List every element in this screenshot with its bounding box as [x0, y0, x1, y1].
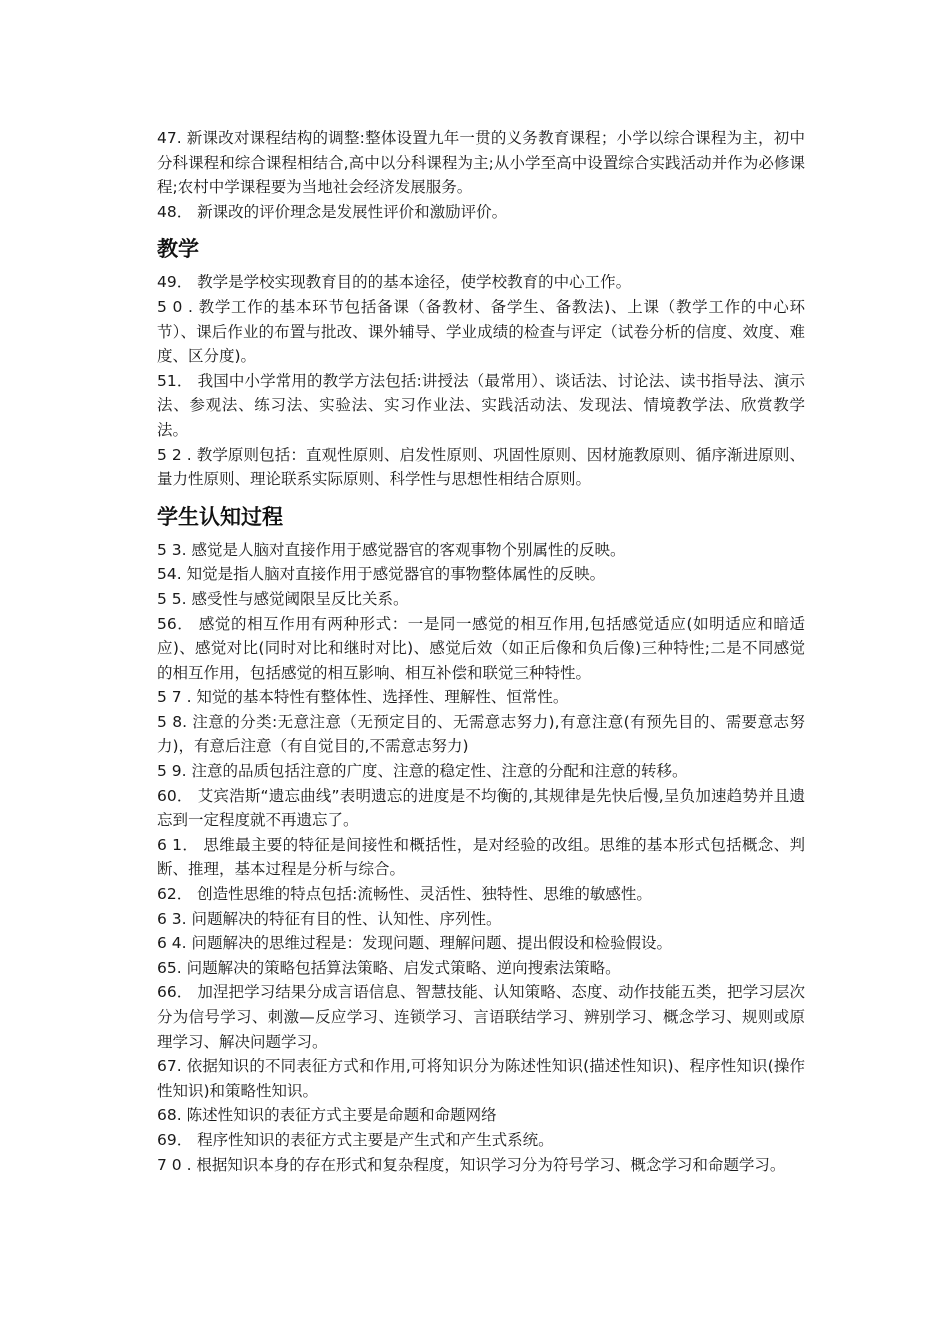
item-48: 48． 新课改的评价理念是发展性评价和激励评价。	[157, 202, 508, 221]
item-63: 6 3. 问题解决的特征有目的性、认知性、序列性。	[157, 909, 502, 928]
section-teaching	[157, 234, 805, 491]
item-58: 5 8. 注意的分类:无意注意（无预定目的、无需意志努力),有意注意(有预先目的、需要意志努力)，有意后注意（有自觉目的,不需意志努力)	[157, 712, 805, 756]
item-52: 5 2 . 教学原则包括：直观性原则、启发性原则、巩固性原则、因材施教原则、循序渐进原则、量力性原则、理论联系实际原则、科学性与思想性相结合原则。	[157, 445, 805, 489]
item-69: 69． 程序性知识的表征方式主要是产生式和产生式系统。	[157, 1130, 554, 1149]
section-title-teaching: 教学	[157, 237, 199, 262]
item-57: 5 7 . 知觉的基本特性有整体性、选择性、理解性、恒常性。	[157, 688, 569, 707]
item-64: 6 4. 问题解决的思维过程是：发现问题、理解问题、提出假设和检验假设。	[157, 934, 673, 953]
item-47: 47. 新课改对课程结构的调整:整体设置九年一贯的义务教育课程；小学以综合课程为主，初中分科课程和综合课程相结合,高中以分科课程为主;从小学至高中设置综合实践活动并作为必修课程;农村中学课程要为当地社会经济发展服务。	[157, 129, 805, 197]
item-65: 65. 问题解决的策略包括算法策略、启发式策略、逆向搜索法策略。	[157, 958, 621, 977]
item-70: 7 0 . 根据知识本身的存在形式和复杂程度，知识学习分为符号学习、概念学习和命题学习。	[157, 1155, 786, 1174]
item-62: 62． 创造性思维的特点包括:流畅性、灵活性、独特性、思维的敏感性。	[157, 885, 652, 904]
item-53: 5 3. 感觉是人脑对直接作用于感觉器官的客观事物个别属性的反映。	[157, 540, 626, 559]
item-56: 56． 感觉的相互作用有两种形式：一是同一感觉的相互作用,包括感觉适应(如明适应和暗适应)、感觉对比(同时对比和继时对比)、感觉后效（如正后像和负后像)三种特性;二是不同感觉的相互作用，包括感觉的相互影响、相互补偿和联觉三种特性。	[157, 614, 805, 682]
item-66: 66． 加涅把学习结果分成言语信息、智慧技能、认知策略、态度、动作技能五类，把学习层次分为信号学习、刺激—反应学习、连锁学习、言语联结学习、辨别学习、概念学习、规则或原理学习、解决问题学习。	[157, 983, 805, 1051]
intro-items	[157, 126, 805, 224]
item-61: 6 1． 思维最主要的特征是间接性和概括性，是对经验的改组。思维的基本形式包括概念、判断、推理，基本过程是分析与综合。	[157, 835, 805, 879]
item-49: 49． 教学是学校实现教育目的的基本途径，使学校教育的中心工作。	[157, 273, 632, 292]
item-55: 5 5. 感受性与感觉阈限呈反比关系。	[157, 589, 409, 608]
item-67: 67. 依据知识的不同表征方式和作用,可将知识分为陈述性知识(描述性知识)、程序性知识(操作性知识)和策略性知识。	[157, 1057, 805, 1100]
section-cognition	[157, 502, 805, 1177]
item-51: 51． 我国中小学常用的教学方法包括:讲授法（最常用）、谈话法、讨论法、读书指导法、演示法、参观法、练习法、实验法、实习作业法、实践活动法、发现法、情境教学法、欣赏教学法。	[157, 371, 805, 439]
item-68: 68. 陈述性知识的表征方式主要是命题和命题网络	[157, 1106, 497, 1125]
section-title-cognition: 学生认知过程	[157, 504, 283, 529]
item-59: 5 9. 注意的品质包括注意的广度、注意的稳定性、注意的分配和注意的转移。	[157, 762, 688, 781]
item-50: 5 0 . 教学工作的基本环节包括备课（备教材、备学生、备教法)、上课（教学工作的中心环节）、课后作业的布置与批改、课外辅导、学业成绩的检查与评定（试卷分析的信度、效度、难度、区分度)。	[157, 297, 805, 366]
item-54: 54. 知觉是指人脑对直接作用于感觉器官的事物整体属性的反映。	[157, 565, 606, 584]
item-60: 60． 艾宾浩斯“遗忘曲线”表明遗忘的进度是不均衡的,其规律是先快后慢,呈负加速趋势并且遗忘到一定程度就不再遗忘了。	[157, 786, 805, 830]
document-page	[157, 126, 805, 1177]
